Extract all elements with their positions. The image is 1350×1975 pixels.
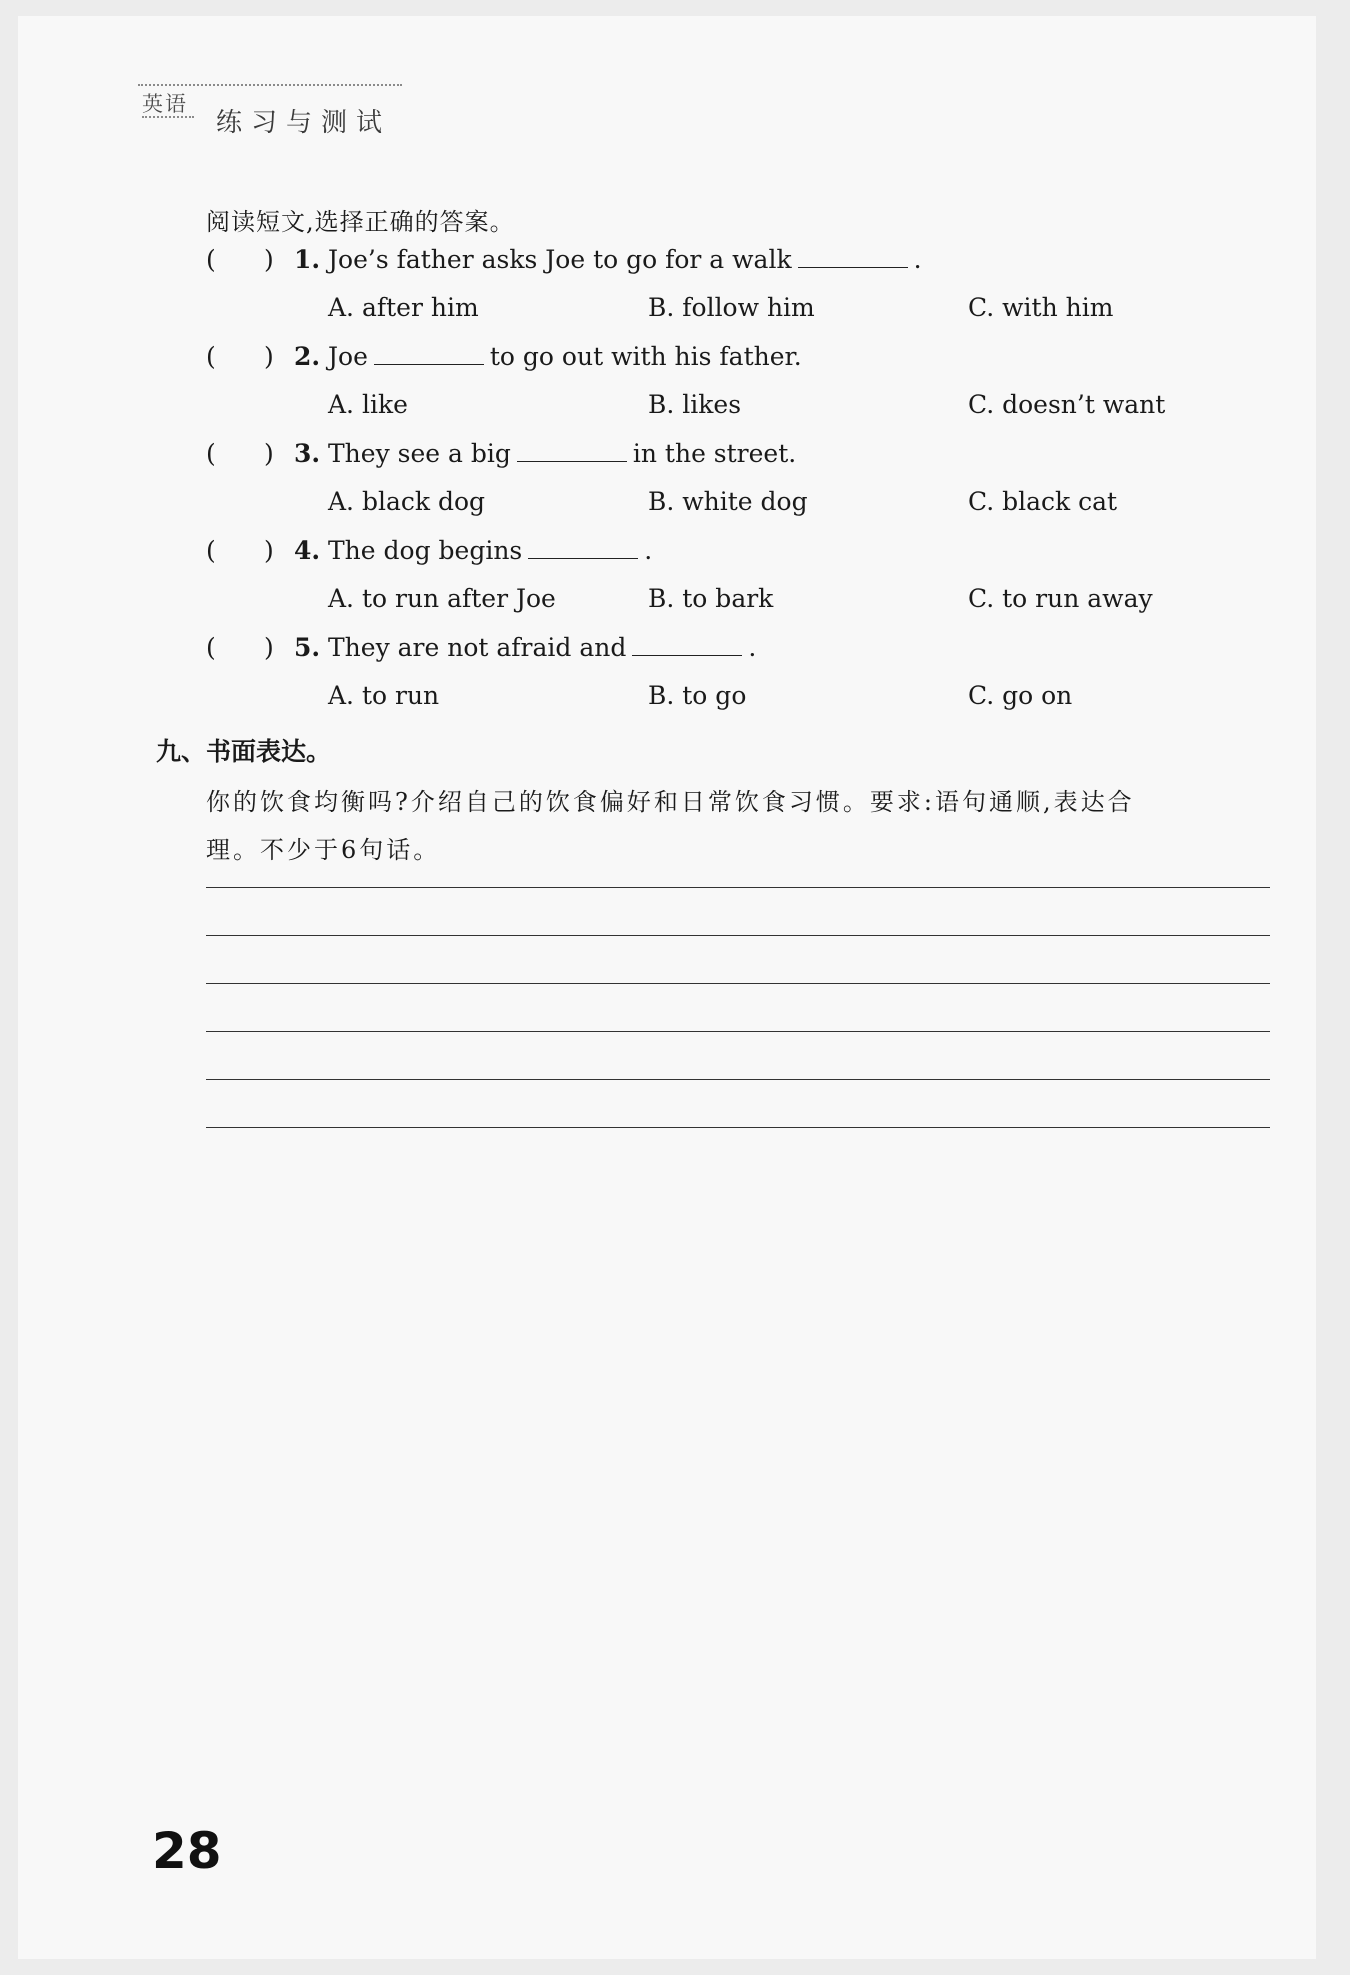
- question-row: [206, 533, 1206, 569]
- writing-line[interactable]: [206, 1079, 1270, 1080]
- question-number: 3.: [294, 439, 321, 468]
- question-number: 5.: [294, 633, 321, 662]
- answer-paren-close: ): [264, 439, 274, 468]
- answer-paren-open: (: [206, 342, 216, 371]
- writing-line[interactable]: [206, 983, 1270, 984]
- options-row: [328, 484, 1228, 520]
- stem-text: to go out with his father.: [489, 342, 802, 371]
- option-c[interactable]: C. doesn’t want: [968, 390, 1166, 419]
- reading-instruction: 阅读短文,选择正确的答案。: [206, 208, 515, 236]
- options-row: [328, 387, 1228, 423]
- stem-text: Joe’s father asks Joe to go for a walk: [328, 245, 792, 274]
- stem-text: They are not afraid and: [328, 633, 627, 662]
- stem-text: The dog begins: [328, 536, 523, 565]
- question-row: [206, 436, 1206, 472]
- question-number: 1.: [294, 245, 321, 274]
- writing-line[interactable]: [206, 1127, 1270, 1128]
- question-number: 4.: [294, 536, 321, 565]
- answer-paren-open: (: [206, 536, 216, 565]
- options-row: [328, 678, 1228, 714]
- writing-prompt-line-2: 理。不少于6句话。: [206, 836, 441, 864]
- option-b[interactable]: B. to go: [648, 681, 747, 710]
- writing-prompt-line-1: 你的饮食均衡吗?介绍自己的饮食偏好和日常饮食习惯。要求:语句通顺,表达合: [206, 788, 1135, 816]
- question-stem: [328, 630, 756, 666]
- answer-paren-close: ): [264, 342, 274, 371]
- question-stem: [328, 533, 652, 569]
- option-b[interactable]: B. to bark: [648, 584, 774, 613]
- answer-paren-open: (: [206, 245, 216, 274]
- stem-text: in the street.: [632, 439, 797, 468]
- options-row: [328, 581, 1228, 617]
- stem-text: .: [748, 633, 757, 662]
- question-number: 2.: [294, 342, 321, 371]
- option-c[interactable]: C. with him: [968, 293, 1114, 322]
- question-row: [206, 630, 1206, 666]
- answer-paren-close: ): [264, 245, 274, 274]
- subject-tag: 英语: [142, 92, 188, 116]
- page-number: 28: [152, 1822, 222, 1880]
- section-heading: 九、书面表达。: [156, 737, 332, 766]
- option-a[interactable]: A. to run: [328, 681, 440, 710]
- option-b[interactable]: B. likes: [648, 390, 742, 419]
- option-a[interactable]: A. to run after Joe: [328, 584, 556, 613]
- writing-line[interactable]: [206, 935, 1270, 936]
- option-b[interactable]: B. white dog: [648, 487, 808, 516]
- question-row: [206, 242, 1206, 278]
- question-stem: [328, 339, 802, 375]
- stem-text: They see a big: [328, 439, 511, 468]
- answer-blank[interactable]: [528, 536, 638, 559]
- worksheet-page: [18, 16, 1316, 1959]
- stem-text: .: [644, 536, 653, 565]
- answer-blank[interactable]: [632, 633, 742, 656]
- option-a[interactable]: A. like: [328, 390, 408, 419]
- option-b[interactable]: B. follow him: [648, 293, 815, 322]
- writing-line[interactable]: [206, 887, 1270, 888]
- stem-text: .: [913, 245, 922, 274]
- stem-text: Joe: [328, 342, 368, 371]
- option-c[interactable]: C. to run away: [968, 584, 1153, 613]
- option-a[interactable]: A. after him: [328, 293, 479, 322]
- answer-blank[interactable]: [798, 245, 908, 268]
- subject-underline: [142, 116, 194, 118]
- header-divider: [138, 84, 402, 86]
- answer-blank[interactable]: [374, 342, 484, 365]
- writing-line[interactable]: [206, 1031, 1270, 1032]
- question-stem: [328, 436, 796, 472]
- answer-paren-close: ): [264, 633, 274, 662]
- answer-blank[interactable]: [517, 439, 627, 462]
- question-row: [206, 339, 1206, 375]
- question-stem: [328, 242, 922, 278]
- answer-paren-close: ): [264, 536, 274, 565]
- option-c[interactable]: C. black cat: [968, 487, 1118, 516]
- option-a[interactable]: A. black dog: [328, 487, 486, 516]
- answer-paren-open: (: [206, 633, 216, 662]
- answer-paren-open: (: [206, 439, 216, 468]
- options-row: [328, 290, 1228, 326]
- option-c[interactable]: C. go on: [968, 681, 1073, 710]
- book-title: 练习与测试: [216, 108, 392, 138]
